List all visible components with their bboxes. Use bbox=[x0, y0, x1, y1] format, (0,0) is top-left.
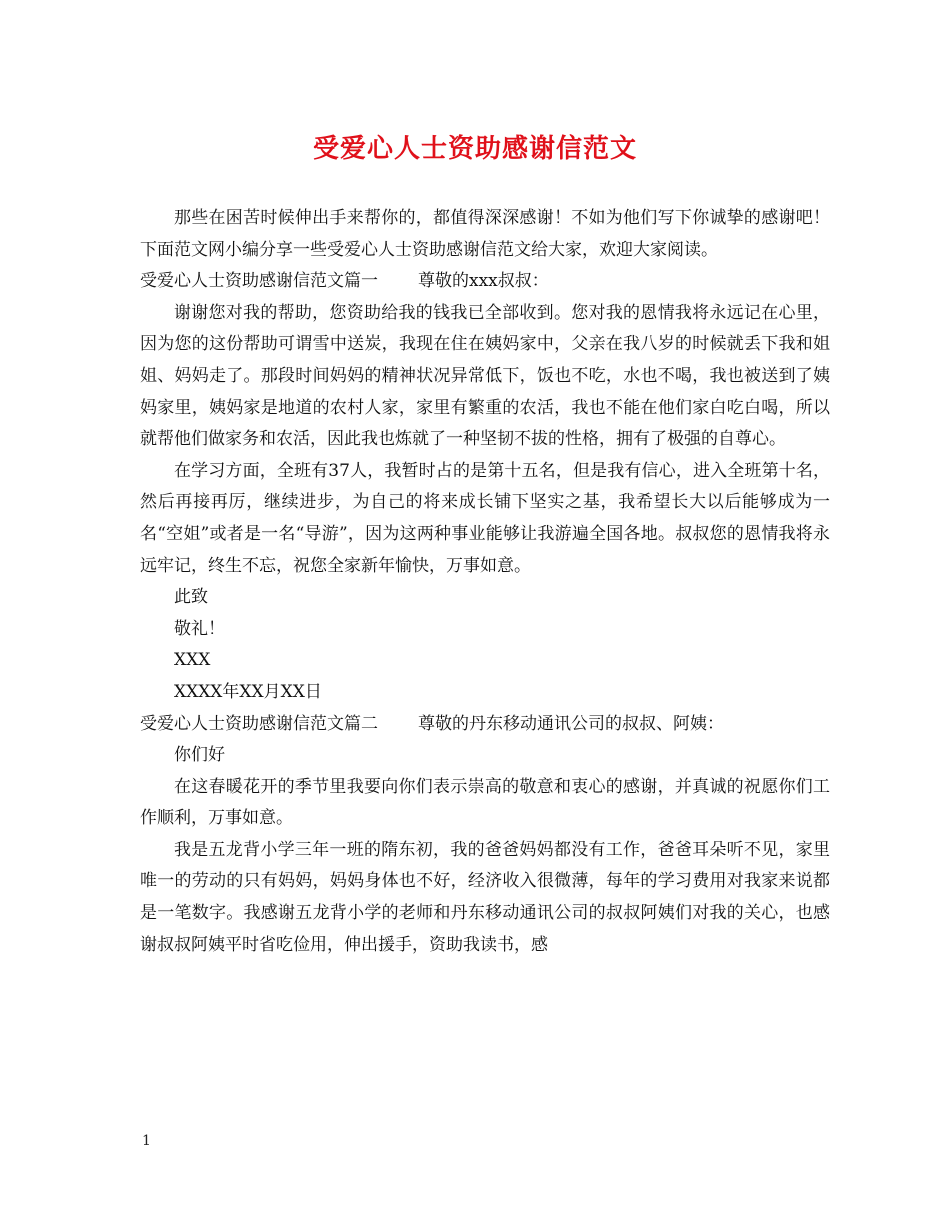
text-line: 愿你们工作顺利，万事如意。 bbox=[140, 776, 830, 829]
text-line: 水也不喝，我也被送到了姨妈家里，姨妈家是地道的农村人家，家里有繁重的农活， bbox=[140, 365, 831, 418]
text-line: 在这春暖花开的季节里我要向你们表示崇高的敬意和衷心的感谢，并真诚的祝 bbox=[174, 776, 762, 797]
letter1-paragraph-1 bbox=[140, 298, 830, 456]
text-line: 班第十名，然后再接再厉，继续进步，为自己的将来成长铺下坚实之基，我希望长 bbox=[140, 460, 831, 513]
letter1-signature: XXX bbox=[174, 650, 211, 671]
text-line: 在心里，因为您的这份帮助可谓雪中送炭，我现在住在姨妈家中，父亲在我八岁的 bbox=[140, 302, 830, 355]
text-line: 见，家里唯一的劳动的只有妈妈，妈妈身体也不好，经济收入很微薄，每年的学习 bbox=[140, 839, 830, 892]
text-line: 全国各地。叔叔您的恩情我将永远牢记，终生不忘，祝您全家新年愉快，万事如意。 bbox=[140, 523, 831, 576]
page-number: 1 bbox=[142, 1133, 151, 1149]
letter2-greeting: 你们好 bbox=[174, 745, 225, 766]
text-line: 感谢吧！下面范文网小编分享一些受爱心人士资助感谢信范文给大家，欢迎大家阅 bbox=[140, 208, 830, 260]
letter2-salutation: 尊敬的丹东移动通讯公司的叔叔、阿姨： bbox=[418, 713, 724, 734]
letter1-closing-2: 敬礼！ bbox=[174, 618, 225, 639]
text-line: 韧不拔的性格，拥有了极强的自尊心。 bbox=[497, 429, 786, 450]
letter1-date: XXXX年XX月XX日 bbox=[174, 681, 322, 702]
text-line: 时候就丢下我和姐姐、妈妈走了。那段时间妈妈的精神状况异常低下，饭也不吃， bbox=[140, 334, 831, 386]
letter1-heading-line bbox=[140, 266, 830, 298]
letter2-heading: 受爱心人士资助感谢信范文篇二 bbox=[140, 713, 378, 734]
text-line: 那些在困苦时候伸出手来帮你的，都值得深深感谢！不如为他们写下你诚挚的 bbox=[174, 208, 762, 228]
text-line: 我也不能在他们家白吃白喝，所以就帮他们做家务和农活，因此我也炼就了一种坚 bbox=[140, 397, 831, 450]
text-line: 叔阿姨们对我的关心，也感谢叔叔阿姨平时省吃俭用，伸出援手，资助我读书，感 bbox=[140, 903, 831, 955]
letter2-heading-line bbox=[140, 709, 830, 741]
letter2-paragraph-1 bbox=[140, 772, 830, 835]
letter1-paragraph-2 bbox=[140, 456, 830, 582]
text-line: 谢谢您对我的帮助，您资助给我的钱我已全部收到。您对我的恩情我将永远记 bbox=[174, 302, 762, 323]
text-line: 大以后能够成为一名“空姐”或者是一名“导游”，因为这两种事业能够让我游遍 bbox=[140, 492, 831, 544]
text-line: 费用对我家来说都是一笔数字。我感谢五龙背小学的老师和丹东移动通讯公司的叔 bbox=[140, 871, 831, 924]
document-body bbox=[140, 203, 830, 961]
letter1-closing-1: 此致 bbox=[174, 587, 208, 608]
letter2-paragraph-2 bbox=[140, 835, 830, 961]
text-line: 读。 bbox=[684, 239, 718, 260]
intro-paragraph bbox=[140, 203, 830, 266]
letter1-salutation: 尊敬的xxx叔叔： bbox=[418, 271, 549, 292]
text-line: 我是五龙背小学三年一班的隋东初，我的爸爸妈妈都没有工作，爸爸耳朵听不 bbox=[174, 839, 762, 860]
text-line: 在学习方面，全班有37人，我暂时占的是第十五名，但是我有信心，进入全 bbox=[174, 460, 745, 481]
document-title: 受爱心人士资助感谢信范文 bbox=[312, 134, 637, 164]
letter1-heading: 受爱心人士资助感谢信范文篇一 bbox=[140, 271, 378, 292]
